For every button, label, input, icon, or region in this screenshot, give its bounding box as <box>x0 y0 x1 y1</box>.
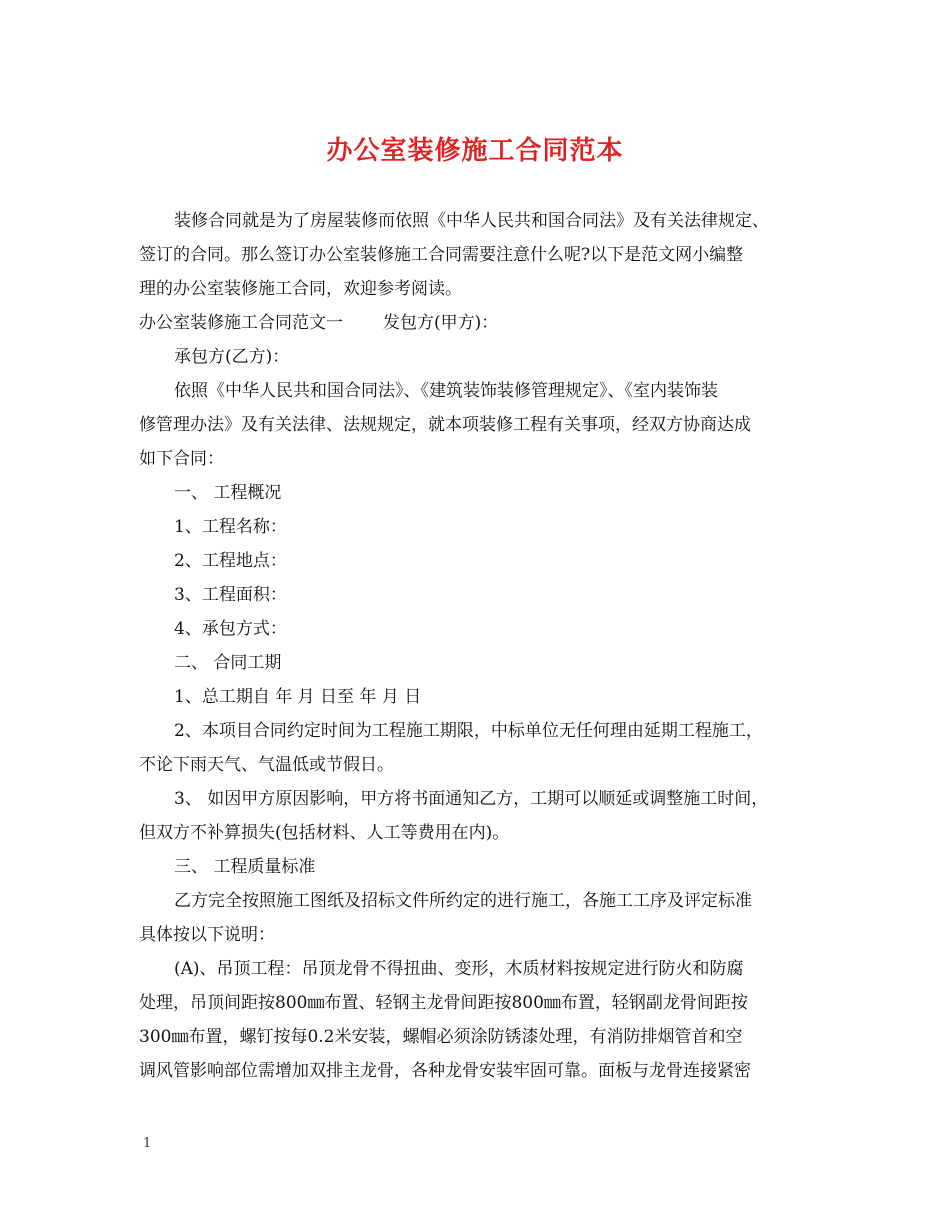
paragraph-line: 处理，吊顶间距按800㎜布置、轻钢主龙骨间距按800㎜布置，轻钢副龙骨间距按 <box>139 993 748 1013</box>
list-item: 2、工程地点： <box>174 551 287 571</box>
paragraph-line: 如下合同： <box>139 449 224 469</box>
paragraph-line: (A)、吊顶工程：吊顶龙骨不得扭曲、变形，木质材料按规定进行防火和防腐 <box>174 959 744 979</box>
paragraph-line: 但双方不补算损失(包括材料、人工等费用在内)。 <box>139 823 510 843</box>
paragraph-line: 调风管影响部位需增加双排主龙骨，各种龙骨安装牢固可靠。面板与龙骨连接紧密 <box>139 1061 751 1081</box>
paragraph-line: 签订的合同。那么签订办公室装修施工合同需要注意什么呢?以下是范文网小编整 <box>139 245 744 265</box>
section-heading: 办公室装修施工合同范文一 <box>139 313 343 333</box>
paragraph-line: 不论下雨天气、气温低或节假日。 <box>139 755 394 775</box>
paragraph-line: 具体按以下说明： <box>139 925 275 945</box>
list-item: 3、工程面积： <box>174 585 287 605</box>
section-heading: 三、 工程质量标准 <box>174 857 316 877</box>
paragraph-line: 理的办公室装修施工合同，欢迎参考阅读。 <box>139 279 462 299</box>
paragraph-line: 依照《中华人民共和国合同法》、《建筑装饰装修管理规定》、《室内装饰装 <box>174 381 718 401</box>
list-item: 1、总工期自 年 月 日至 年 月 日 <box>174 687 422 707</box>
list-item: 1、工程名称： <box>174 517 287 537</box>
paragraph-line <box>139 306 839 340</box>
list-item: 3、 如因甲方原因影响，甲方将书面通知乙方，工期可以顺延或调整施工时间， <box>174 789 769 809</box>
paragraph-line: 乙方完全按照施工图纸及招标文件所约定的进行施工，各施工工序及评定标准 <box>174 891 752 911</box>
paragraph-line: 300㎜布置，螺钉按每0.2米安装，螺帽必须涂防锈漆处理，有消防排烟管首和空 <box>139 1027 743 1047</box>
list-item: 4、承包方式： <box>174 619 287 639</box>
paragraph-line: 修管理办法》及有关法律、法规规定，就本项装修工程有关事项，经双方协商达成 <box>139 415 751 435</box>
paragraph-line: 装修合同就是为了房屋装修而依照《中华人民共和国合同法》及有关法律规定、 <box>174 211 769 231</box>
page-number: 1 <box>143 1136 152 1151</box>
document-title: 办公室装修施工合同范本 <box>326 136 624 166</box>
party-b-label: 承包方(乙方)： <box>174 347 290 367</box>
section-heading: 一、 工程概况 <box>174 483 282 503</box>
section-heading: 二、 合同工期 <box>174 653 282 673</box>
document-body <box>139 204 839 1088</box>
party-a-label: 发包方(甲方)： <box>383 313 499 333</box>
list-item: 2、本项目合同约定时间为工程施工期限，中标单位无任何理由延期工程施工， <box>174 721 763 741</box>
